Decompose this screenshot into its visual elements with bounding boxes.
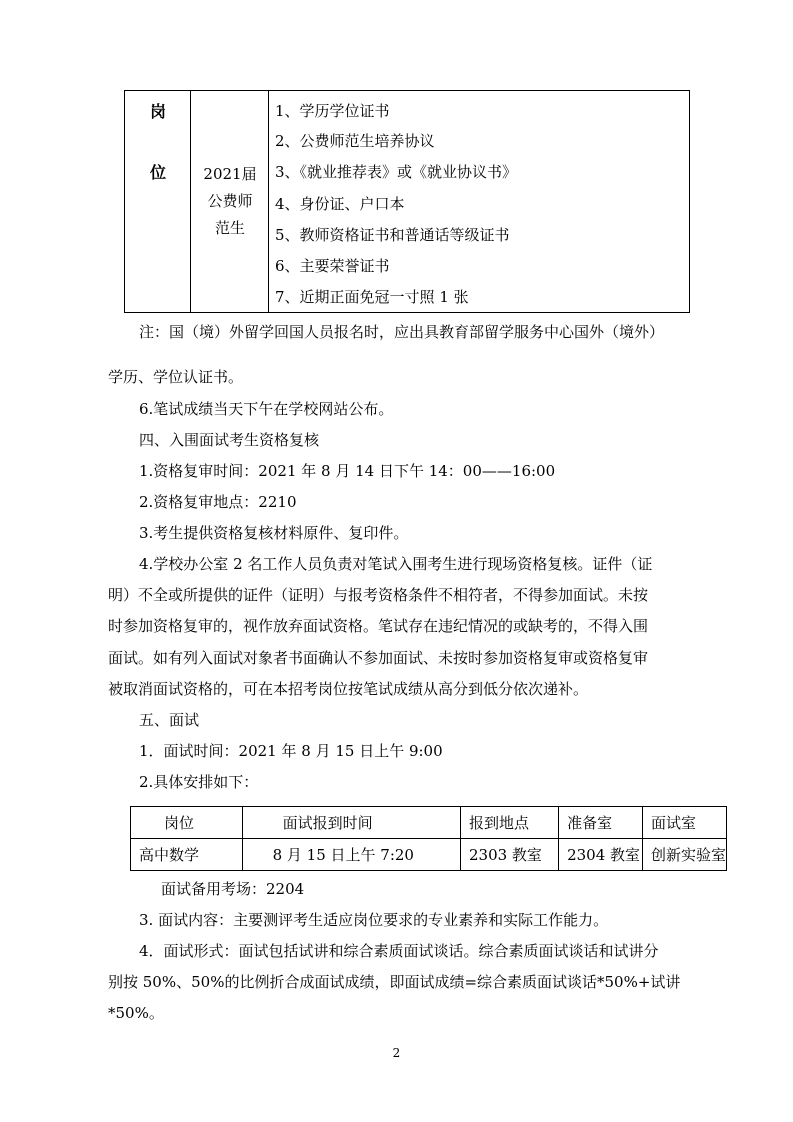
table-row [131, 839, 727, 871]
paragraph: 4.学校办公室 2 名工作人员负责对笔试入围考生进行现场资格复核。证件（证 [139, 555, 653, 573]
cohort-line: 范生 [214, 219, 245, 237]
paragraph: 6.笔试成绩当天下午在学校网站公布。 [139, 400, 394, 418]
table-header-cell: 准备室 [559, 807, 643, 839]
table-cell: 高中数学 [131, 839, 243, 871]
post-char: 岗 [149, 102, 166, 121]
paragraph: 3.考生提供资格复核材料原件、复印件。 [139, 524, 409, 542]
section-heading: 五、面试 [139, 711, 200, 729]
material-item: 1、学历学位证书 [275, 102, 390, 120]
paragraph: 明）不全或所提供的证件（证明）与报考资格条件不相符者，不得参加面试。未按 [108, 586, 649, 604]
page-number: 2 [392, 1046, 401, 1060]
table-header-row [131, 807, 727, 839]
paragraph: 1.资格复审时间：2021 年 8 月 14 日下午 14：00——16:00 [139, 462, 556, 480]
table-cell: 创新实验室 [642, 839, 726, 871]
table-cell: 2303 教室 [460, 839, 558, 871]
paragraph: 2.具体安排如下： [139, 773, 259, 791]
post-char: 位 [149, 163, 166, 182]
cohort-line: 2021届 [203, 165, 257, 183]
interview-schedule-table [130, 806, 727, 871]
note-line: 学历、学位认证书。 [108, 368, 244, 386]
paragraph: 1．面试时间：2021 年 8 月 15 日上午 9:00 [139, 742, 443, 760]
material-item: 5、教师资格证书和普通话等级证书 [275, 226, 510, 244]
paragraph: 面试。如有列入面试对象者书面确认不参加面试、未按时参加资格复审或资格复审 [108, 649, 649, 667]
paragraph: 4．面试形式：面试包括试讲和综合素质面试谈话。综合素质面试谈话和试讲分 [139, 942, 659, 960]
materials-column [269, 91, 689, 312]
paragraph: 时参加资格复审的，视作放弃面试资格。笔试存在违纪情况的或缺考的，不得入围 [108, 617, 649, 635]
material-item: 3、《就业推荐表》或《就业协议书》 [275, 163, 518, 181]
post-column [125, 91, 191, 312]
section-heading: 四、入围面试考生资格复核 [139, 431, 320, 449]
table-header-cell: 面试报到时间 [242, 807, 460, 839]
paragraph: 面试备用考场：2204 [161, 880, 305, 898]
material-item: 6、主要荣誉证书 [275, 257, 390, 275]
table-header-cell: 岗位 [131, 807, 243, 839]
table-cell: 2304 教室 [559, 839, 643, 871]
paragraph: *50%。 [108, 1004, 164, 1022]
table-cell: 8 月 15 日上午 7:20 [242, 839, 460, 871]
table-header-cell: 报到地点 [460, 807, 558, 839]
paragraph: 别按 50%、50%的比例折合成面试成绩，即面试成绩=综合素质面试谈话*50%+试讲 [108, 973, 681, 991]
paragraph: 被取消面试资格的，可在本招考岗位按笔试成绩从高分到低分依次递补。 [108, 680, 589, 698]
paragraph: 3. 面试内容：主要测评考生适应岗位要求的专业素养和实际工作能力。 [139, 911, 609, 929]
note-line: 注：国（境）外留学回国人员报名时，应出具教育部留学服务中心国外（境外） [139, 323, 665, 341]
material-item: 4、身份证、户口本 [275, 195, 405, 213]
material-item: 7、近期正面免冠一寸照 1 张 [275, 288, 469, 306]
material-item: 2、公费师范生培养协议 [275, 132, 435, 150]
cohort-line: 公费师 [207, 192, 253, 210]
table-header-cell: 面试室 [642, 807, 726, 839]
paragraph: 2.资格复审地点：2210 [139, 493, 297, 511]
requirements-table [124, 90, 690, 313]
cohort-column [191, 91, 269, 312]
